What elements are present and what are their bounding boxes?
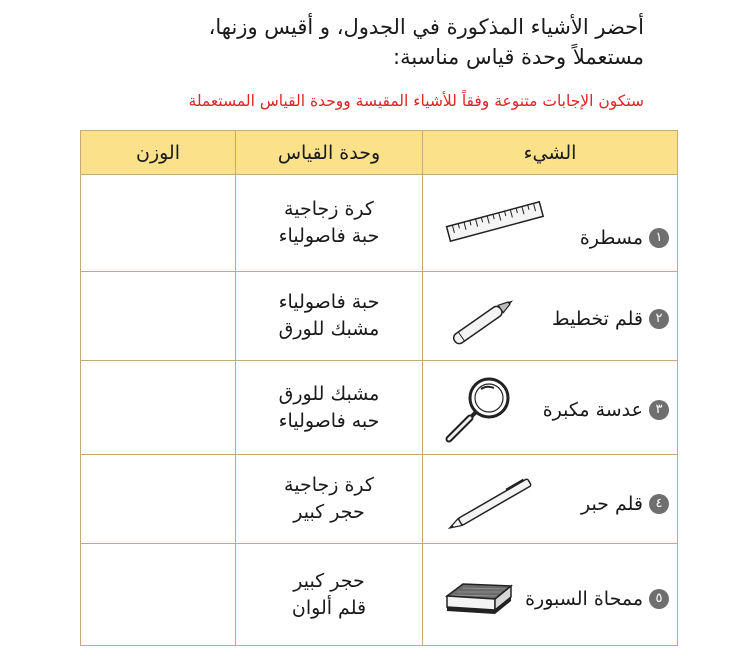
table-row [81,544,678,646]
unit-cell [236,361,423,455]
weight-cell[interactable] [81,455,236,544]
ruler-icon [443,197,548,247]
weight-cell[interactable] [81,544,236,646]
object-name: عدسة مكبرة [542,399,643,421]
unit-option: قلم ألوان [291,596,367,619]
board-eraser-icon [443,578,515,622]
object-cell [423,175,678,272]
object-label [581,493,669,515]
table-row [81,361,678,455]
marker-pen-icon [443,294,523,349]
object-cell [423,272,678,361]
unit-cell [236,272,423,361]
unit-cell [236,544,423,646]
row-number-badge: ٤ [649,494,669,514]
object-label [525,588,669,610]
unit-option: حجر كبير [293,501,365,523]
answer-note: ستكون الإجابات متنوعة وفقاً للأشياء المقيسة ووحدة القياس المستعملة [188,92,644,110]
header-unit: وحدة القياس [236,131,423,175]
object-label [580,227,669,249]
unit-option: حبة فاصولياء [278,291,380,313]
ink-pen-icon [443,471,543,535]
row-number-badge: ٢ [649,309,669,329]
unit-option: حجر كبير [293,569,365,592]
unit-cell [236,455,423,544]
unit-option: حبة فاصولياء [278,225,380,247]
object-name: مسطرة [579,227,643,249]
table-header-row [81,131,678,175]
magnifying-glass-icon [443,373,515,447]
object-cell [423,455,678,544]
row-number-badge: ٣ [649,400,669,420]
object-label [552,308,669,330]
weight-cell[interactable] [81,175,236,272]
unit-option: حبه فاصولياء [278,409,380,432]
weight-cell[interactable] [81,272,236,361]
header-weight: الوزن [81,131,236,175]
instruction-line-2: مستعملاً وحدة قياس مناسبة: [393,45,644,69]
object-label [543,399,669,421]
instructions [84,12,644,72]
measurement-table [80,130,678,646]
table-row [81,175,678,272]
unit-option: مشبك للورق [278,382,380,405]
instruction-line-1: أحضر الأشياء المذكورة في الجدول، و أقيس وزنها، [208,15,644,39]
unit-cell [236,175,423,272]
object-name: ممحاة السبورة [525,588,643,610]
table-row [81,455,678,544]
object-cell [423,544,678,646]
row-number-badge: ١ [649,228,669,248]
weight-cell[interactable] [81,361,236,455]
object-cell [423,361,678,455]
unit-option: كرة زجاجية [284,198,374,220]
object-name: قلم حبر [580,493,643,515]
unit-option: مشبك للورق [278,318,380,340]
table-row [81,272,678,361]
header-object: الشيء [423,131,678,175]
unit-option: كرة زجاجية [284,474,374,496]
object-name: قلم تخطيط [552,308,643,330]
row-number-badge: ٥ [649,589,669,609]
